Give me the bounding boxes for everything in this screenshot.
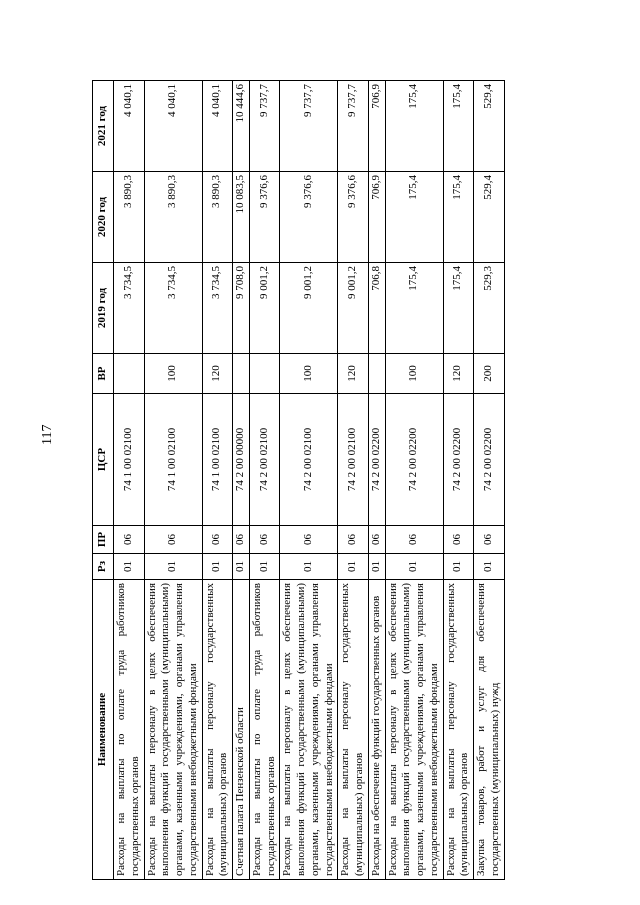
cell-pr: 06 — [385, 526, 443, 554]
cell-y2021: 10 444,6 — [233, 81, 250, 172]
cell-name: Расходы на выплаты персоналу государственных (муниципальных) органов — [202, 580, 233, 880]
cell-name: Расходы на выплаты персоналу в целях обеспечения выполнения функций государственными (муниципальными) органами, казенными учреждениями, органами управления государственными внебюджетными фондами — [280, 580, 338, 880]
cell-pr: 06 — [233, 526, 250, 554]
cell-y2019: 529,3 — [474, 263, 505, 354]
table-row — [233, 81, 250, 880]
cell-y2019: 9 708,0 — [233, 263, 250, 354]
table-row — [474, 81, 505, 880]
cell-rz: 01 — [114, 554, 145, 580]
cell-y2021: 175,4 — [443, 81, 474, 172]
cell-y2020: 3 890,3 — [202, 172, 233, 263]
cell-y2019: 175,4 — [443, 263, 474, 354]
cell-rz: 01 — [144, 554, 202, 580]
cell-rz: 01 — [474, 554, 505, 580]
cell-csr: 74 2 00 02200 — [368, 394, 385, 526]
cell-y2021: 9 737,7 — [280, 81, 338, 172]
cell-name: Расходы на обеспечение функций государственных органов — [368, 580, 385, 880]
table-header-row — [93, 81, 114, 880]
cell-y2019: 9 001,2 — [249, 263, 280, 354]
cell-csr: 74 2 00 02200 — [443, 394, 474, 526]
cell-y2019: 9 001,2 — [280, 263, 338, 354]
cell-rz: 01 — [443, 554, 474, 580]
cell-name: Расходы на выплаты персоналу в целях обеспечения выполнения функций государственными (муниципальными) органами, казенными учреждениями, органами управления государственными внебюджетными фондами — [385, 580, 443, 880]
cell-y2021: 4 040,1 — [202, 81, 233, 172]
cell-y2019: 175,4 — [385, 263, 443, 354]
table-row — [368, 81, 385, 880]
cell-csr: 74 2 00 02100 — [249, 394, 280, 526]
cell-y2021: 175,4 — [385, 81, 443, 172]
cell-y2019: 3 734,5 — [114, 263, 145, 354]
cell-y2019: 3 734,5 — [202, 263, 233, 354]
header-2019: 2019 год — [93, 263, 114, 354]
table-row — [338, 81, 369, 880]
cell-csr: 74 1 00 02100 — [144, 394, 202, 526]
page-number: 117 — [40, 424, 55, 445]
cell-pr: 06 — [280, 526, 338, 554]
cell-vr — [233, 354, 250, 394]
cell-y2019: 9 001,2 — [338, 263, 369, 354]
cell-y2020: 529,4 — [474, 172, 505, 263]
cell-csr: 74 1 00 02100 — [114, 394, 145, 526]
cell-name: Счетная палата Пензенской области — [233, 580, 250, 880]
cell-rz: 01 — [368, 554, 385, 580]
cell-rz: 01 — [202, 554, 233, 580]
cell-y2021: 9 737,7 — [338, 81, 369, 172]
table-row — [202, 81, 233, 880]
cell-vr — [114, 354, 145, 394]
table-row — [249, 81, 280, 880]
cell-y2021: 706,9 — [368, 81, 385, 172]
header-pr: ПР — [93, 526, 114, 554]
cell-y2020: 9 376,6 — [338, 172, 369, 263]
cell-pr: 06 — [368, 526, 385, 554]
cell-y2020: 9 376,6 — [249, 172, 280, 263]
cell-rz: 01 — [385, 554, 443, 580]
cell-rz: 01 — [233, 554, 250, 580]
cell-csr: 74 2 00 02200 — [474, 394, 505, 526]
cell-pr: 06 — [338, 526, 369, 554]
cell-pr: 06 — [202, 526, 233, 554]
cell-pr: 06 — [443, 526, 474, 554]
cell-rz: 01 — [338, 554, 369, 580]
budget-table-rotated — [92, 80, 544, 880]
header-rz: Рз — [93, 554, 114, 580]
cell-y2020: 706,9 — [368, 172, 385, 263]
cell-pr: 06 — [249, 526, 280, 554]
cell-y2021: 4 040,1 — [144, 81, 202, 172]
cell-vr — [368, 354, 385, 394]
cell-name: Расходы на выплаты персоналу государственных (муниципальных) органов — [443, 580, 474, 880]
cell-vr: 100 — [280, 354, 338, 394]
cell-csr: 74 2 00 02100 — [338, 394, 369, 526]
cell-y2020: 175,4 — [443, 172, 474, 263]
cell-vr — [249, 354, 280, 394]
cell-y2020: 3 890,3 — [144, 172, 202, 263]
cell-csr: 74 1 00 02100 — [202, 394, 233, 526]
cell-y2020: 9 376,6 — [280, 172, 338, 263]
cell-vr: 100 — [144, 354, 202, 394]
cell-name: Закупка товаров, работ и услуг для обеспечения государственных (муниципальных) нужд — [474, 580, 505, 880]
cell-rz: 01 — [249, 554, 280, 580]
cell-name: Расходы на выплаты персоналу государственных (муниципальных) органов — [338, 580, 369, 880]
cell-y2021: 529,4 — [474, 81, 505, 172]
cell-y2020: 3 890,3 — [114, 172, 145, 263]
cell-csr: 74 2 00 02200 — [385, 394, 443, 526]
cell-pr: 06 — [144, 526, 202, 554]
header-2021: 2021 год — [93, 81, 114, 172]
cell-y2021: 9 737,7 — [249, 81, 280, 172]
cell-rz: 01 — [280, 554, 338, 580]
cell-pr: 06 — [114, 526, 145, 554]
header-csr: ЦСР — [93, 394, 114, 526]
cell-vr: 200 — [474, 354, 505, 394]
cell-y2019: 706,8 — [368, 263, 385, 354]
header-vr: ВР — [93, 354, 114, 394]
cell-y2020: 10 083,5 — [233, 172, 250, 263]
cell-vr: 120 — [443, 354, 474, 394]
header-name: Наименование — [93, 580, 114, 880]
header-2020: 2020 год — [93, 172, 114, 263]
cell-name: Расходы на выплаты персоналу в целях обеспечения выполнения функций государственными (муниципальными) органами, казенными учреждениями, органами управления государственными внебюджетными фондами — [144, 580, 202, 880]
cell-vr: 120 — [338, 354, 369, 394]
cell-name: Расходы на выплаты по оплате труда работников государственных органов — [249, 580, 280, 880]
budget-table — [92, 80, 505, 880]
cell-csr: 74 2 00 00000 — [233, 394, 250, 526]
cell-vr: 120 — [202, 354, 233, 394]
cell-pr: 06 — [474, 526, 505, 554]
cell-csr: 74 2 00 02100 — [280, 394, 338, 526]
table-row — [385, 81, 443, 880]
table-row — [443, 81, 474, 880]
cell-y2019: 3 734,5 — [144, 263, 202, 354]
table-row — [114, 81, 145, 880]
table-row — [280, 81, 338, 880]
cell-vr: 100 — [385, 354, 443, 394]
table-row — [144, 81, 202, 880]
cell-name: Расходы на выплаты по оплате труда работников государственных органов — [114, 580, 145, 880]
cell-y2021: 4 040,1 — [114, 81, 145, 172]
cell-y2020: 175,4 — [385, 172, 443, 263]
